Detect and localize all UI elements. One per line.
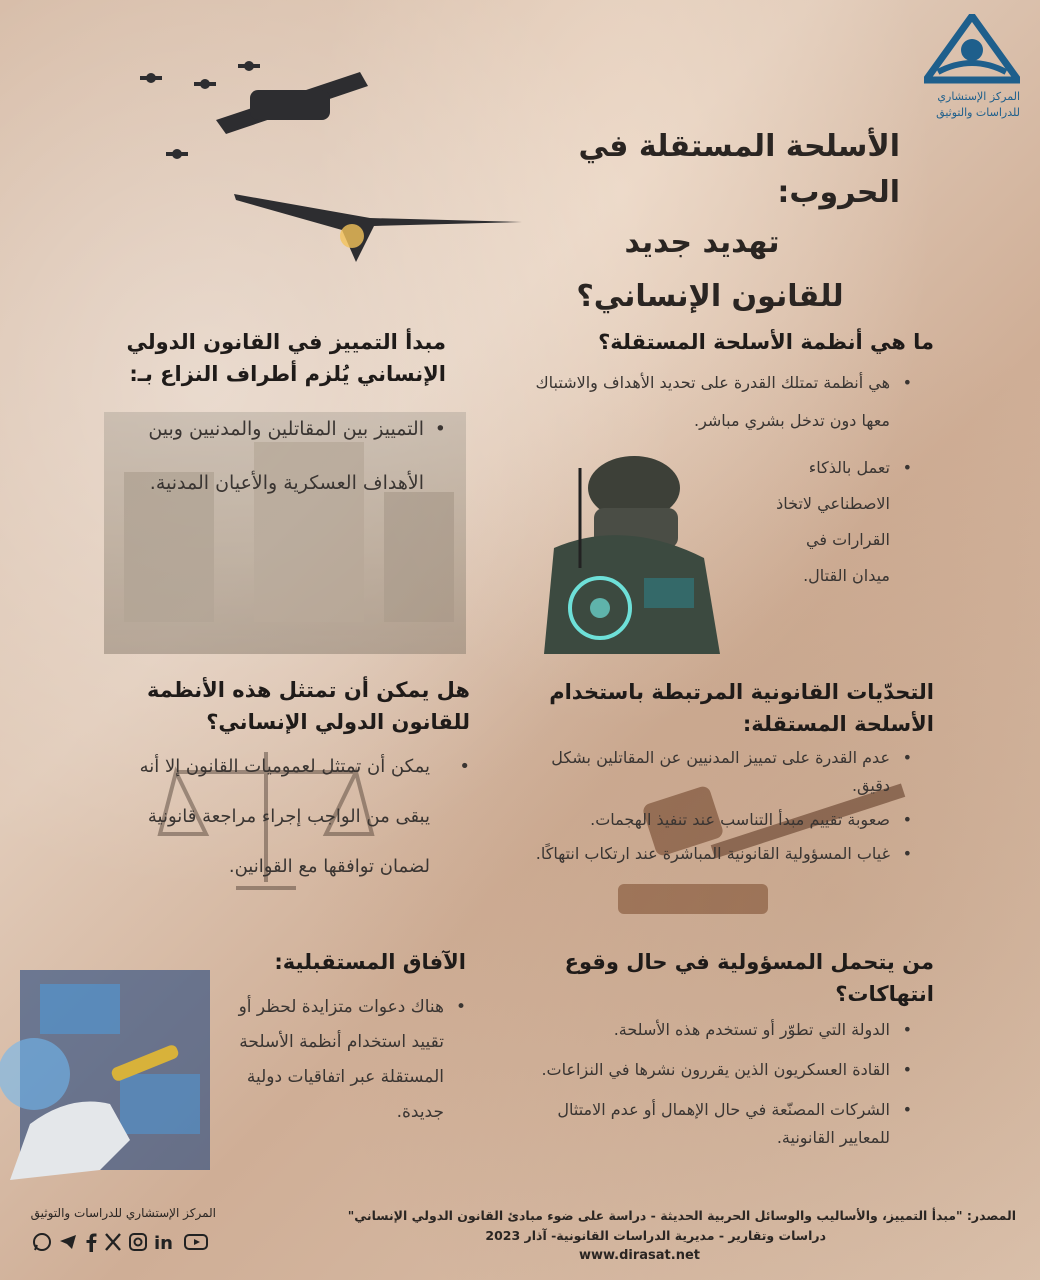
responsibility-item-1: • الدولة التي تطوّر أو تستخدم هذه الأسلحة. [524,1016,912,1044]
source-line-2: دراسات وتقارير - مديرية الدراسات القانونية- آذار 2023 [485,1228,826,1243]
source-block [240,1206,1016,1266]
footer-brand: المركز الإستشاري للدراسات والتوثيق [30,1206,216,1220]
what-are-list [524,364,934,594]
whatsapp-icon[interactable] [32,1232,52,1252]
what-are-heading: ما هي أنظمة الأسلحة المستقلة؟ [598,330,934,354]
future-section [214,946,466,1130]
responsibility-heading: من يتحمل المسؤولية في حال وقوع انتهاكات؟ [564,950,934,1006]
challenges-list [524,744,934,868]
source-website[interactable]: www.dirasat.net [578,1248,700,1263]
future-list [214,990,466,1130]
social-icons [32,1230,212,1254]
comply-list [100,742,470,892]
comply-item-1: • يمكن أن تمتثل لعموميات القانون إلا أنه يبقى من الواجب إجراء مراجعة قانونية لضمان توافقها مع القوانين. [100,742,470,892]
drones-image [130,50,530,290]
logo-text-line1: المركز الإستشاري [937,90,1020,103]
title-line-1: الأسلحة المستقلة في الحروب: [578,129,900,210]
svg-text:in: in [154,1233,173,1252]
distinction-heading: مبدأ التمييز في القانون الدولي الإنساني يُلزم أطراف النزاع بـ: [126,330,446,386]
telegram-icon[interactable] [58,1232,78,1252]
future-heading: الآفاق المستقبلية: [274,950,466,974]
responsibility-section [524,946,934,1152]
distinction-item-1: • التمييز بين المقاتلين والمدنيين وبين الأهداف العسكرية والأعيان المدنية. [104,402,446,510]
logo-mark-icon [924,14,1020,84]
responsibility-item-2: • القادة العسكريون الذين يقررون نشرها في النزاعات. [524,1056,912,1084]
what-are-item-2: • تعمل بالذكاء الاصطناعي لاتخاذ القرارات في ميدان القتال. [768,450,912,594]
challenges-item-2: • صعوبة تقييم مبدأ التناسب عند تنفيذ الهجمات. [524,806,912,834]
distinction-section [104,326,446,510]
distinction-list [104,402,446,510]
responsibility-item-3: • الشركات المصنّعة في حال الإهمال أو عدم الامتثال للمعايير القانونية. [524,1096,912,1152]
logo-text-line2: للدراسات والتوثيق [936,106,1020,119]
challenges-item-3: • غياب المسؤولية القانونية المباشرة عند ارتكاب انتهاكًا. [524,840,912,868]
title-line-2: تهديد جديد [624,225,780,260]
linkedin-icon[interactable] [154,1232,178,1252]
challenges-heading: التحدّيات القانونية المرتبطة باستخدام الأسلحة المستقلة: [549,680,934,736]
logo [918,14,1028,126]
instagram-icon[interactable] [128,1232,148,1252]
future-item-1: • هناك دعوات متزايدة لحظر أو تقييد استخدام أنظمة الأسلحة المستقلة عبر اتفاقيات دولية جديدة. [214,990,466,1130]
comply-heading: هل يمكن أن تمتثل هذه الأنظمة للقانون الدولي الإنساني؟ [147,678,470,734]
what-are-item-1: • هي أنظمة تمتلك القدرة على تحديد الأهداف والاشتباك معها دون تدخل بشري مباشر. [534,364,912,440]
facebook-icon[interactable] [84,1232,98,1252]
youtube-icon[interactable] [184,1232,208,1252]
responsibility-list [524,1016,934,1152]
challenges-section [524,676,934,868]
comply-section [100,674,470,892]
what-are-section [524,326,934,594]
title-line-3: للقانون الإنساني؟ [576,279,844,314]
robot-hand-image [0,964,212,1180]
source-line-1: المصدر: "مبدأ التمييز، والأساليب والوسائل الحربية الحديثة - دراسة على ضوء مبادئ القانون الدولي الإنساني" [347,1208,1016,1223]
main-title [480,124,900,324]
challenges-item-1: • عدم القدرة على تمييز المدنيين عن المقاتلين بشكل دقيق. [524,744,912,800]
x-icon[interactable] [104,1232,122,1252]
